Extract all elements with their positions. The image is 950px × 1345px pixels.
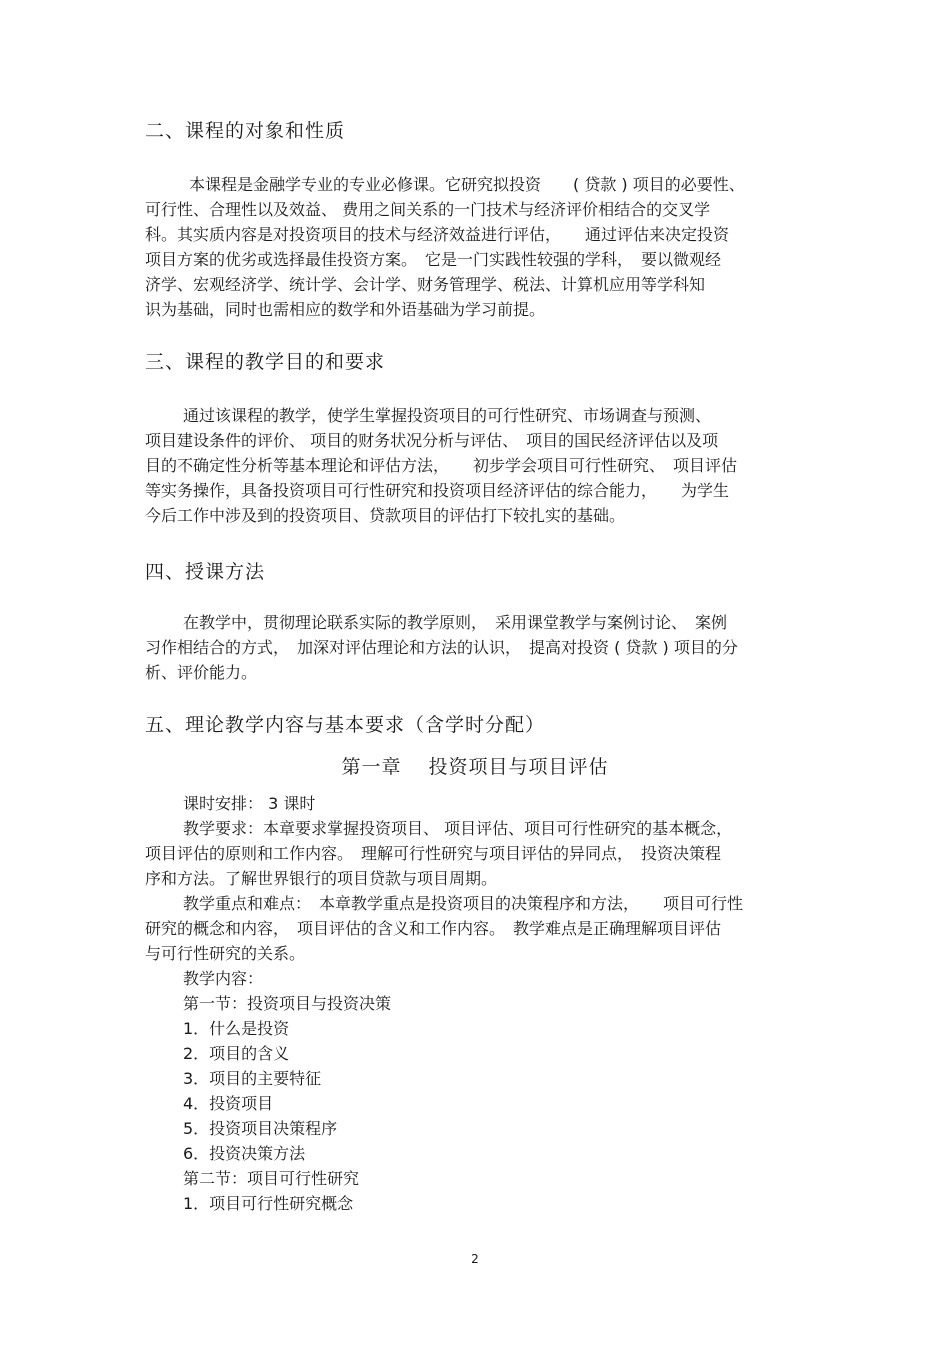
section-4-line-3: 析、评价能力。 <box>145 663 258 682</box>
section-2-title: 第二节：项目可行性研究 <box>183 1169 360 1188</box>
section-2-item-1: 1．项目可行性研究概念 <box>183 1194 354 1213</box>
section-1-item-3: 3．项目的主要特征 <box>183 1069 322 1088</box>
section-2-line-6: 识为基础，同时也需相应的数学和外语基础为学习前提。 <box>145 300 546 319</box>
section-3-line-5: 今后工作中涉及到的投资项目、贷款项目的评估打下较扎实的基础。 <box>145 506 626 525</box>
section-4-line-1: 在教学中，贯彻理论联系实际的教学原则， 采用课堂教学与案例讨论、 案例 <box>183 613 728 632</box>
key-line-1: 教学重点和难点： 本章教学重点是投资项目的决策程序和方法， 项目可行性 <box>183 894 744 913</box>
section-3-line-2: 项目建设条件的评价、 项目的财务状况分析与评估、 项目的国民经济评估以及项 <box>145 431 719 450</box>
key-line-2: 研究的概念和内容， 项目评估的含义和工作内容。 教学难点是正确理解项目评估 <box>145 919 722 938</box>
requirement-line-3: 序和方法。了解世界银行的项目贷款与项目周期。 <box>145 869 498 888</box>
section-2-line-2: 可行性、合理性以及效益、 费用之间关系的一门技术与经济评价相结合的交叉学 <box>145 200 711 219</box>
section-4-line-2: 习作相结合的方式， 加深对评估理论和方法的认识， 提高对投资 ( 贷款 ) 项目的分 <box>145 638 738 657</box>
section-1-item-1: 1．什么是投资 <box>183 1019 290 1038</box>
section-2-line-1: 本课程是金融学专业的专业必修课。它研究拟投资 ( 贷款 ) 项目的必要性、 <box>189 175 745 194</box>
section-2-line-5: 济学、宏观经济学、统计学、会计学、财务管理学、税法、计算机应用等学科知 <box>145 275 706 294</box>
content-label: 教学内容： <box>183 969 264 988</box>
section-3-line-4: 等实务操作，具备投资项目可行性研究和投资项目经济评估的综合能力， 为学生 <box>145 481 730 500</box>
key-line-3: 与可行性研究的关系。 <box>145 944 306 963</box>
requirement-line-1: 教学要求：本章要求掌握投资项目、 项目评估、项目可行性研究的基本概念， <box>183 819 733 838</box>
section-1-item-2: 2．项目的含义 <box>183 1044 290 1063</box>
chapter-hours: 课时安排： 3 课时 <box>183 794 316 813</box>
requirement-line-2: 项目评估的原则和工作内容。 理解可行性研究与项目评估的异同点， 投资决策程 <box>145 844 722 863</box>
section-3-line-3: 目的不确定性分析等基本理论和评估方法， 初步学会项目可行性研究、 项目评估 <box>145 456 738 475</box>
section-heading-2: 二、课程的对象和性质 <box>145 120 346 142</box>
section-heading-5: 五、理论教学内容与基本要求（含学时分配） <box>145 714 546 736</box>
section-heading-3: 三、课程的教学目的和要求 <box>145 351 386 373</box>
section-2-line-3: 科。其实质内容是对投资项目的技术与经济效益进行评估， 通过评估来决定投资 <box>145 225 730 244</box>
section-1-item-5: 5．投资项目决策程序 <box>183 1119 338 1138</box>
section-1-item-6: 6．投资决策方法 <box>183 1144 306 1163</box>
chapter-title: 第一章 投资项目与项目评估 <box>341 756 609 778</box>
section-heading-4: 四、授课方法 <box>145 561 266 583</box>
section-3-line-1: 通过该课程的教学，使学生掌握投资项目的可行性研究、市场调查与预测、 <box>183 406 712 425</box>
page-number: 2 <box>471 1252 479 1266</box>
section-1-title: 第一节：投资项目与投资决策 <box>183 994 392 1013</box>
section-2-line-4: 项目方案的优劣或选择最佳投资方案。 它是一门实践性较强的学科， 要以微观经 <box>145 250 722 269</box>
section-1-item-4: 4．投资项目 <box>183 1094 274 1113</box>
